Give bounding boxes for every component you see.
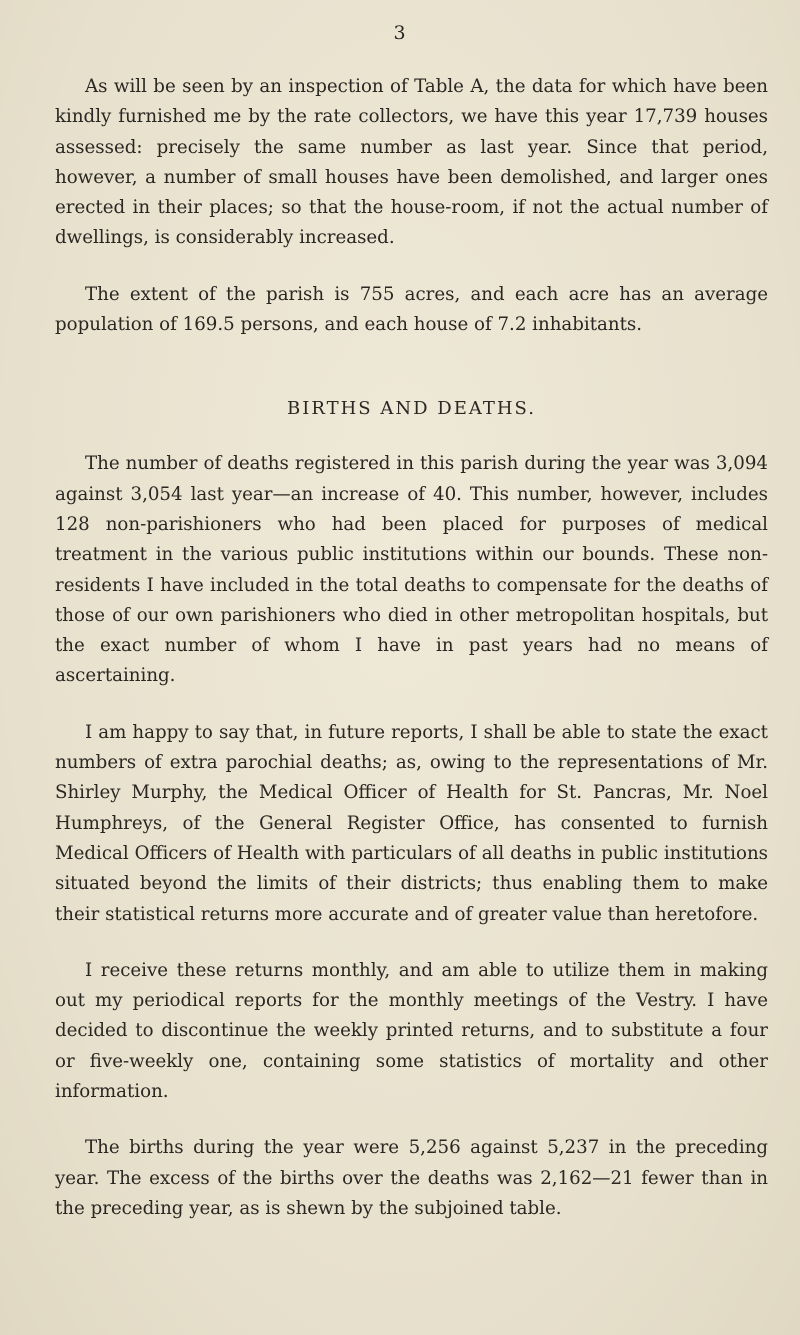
paragraph-monthly-returns: I receive these returns monthly, and am able to utilize them in making out my periodical reports for the monthly meetings of the Vestry. I have decided to discontinue the weekly printed returns, and to substitute a four or five-weekly one, containing some statistics of mortality and other information. bbox=[55, 959, 768, 1103]
paragraph-parish-extent: The extent of the parish is 755 acres, and each acre has an average population of 169.5 persons, and each house of 7.2 inhabitants. bbox=[55, 283, 768, 336]
paragraph-deaths-registered: The number of deaths registered in this parish during the year was 3,094 against 3,054 last year—an increase of 40. This number, however, includes 128 non-parishioners who had been placed for purposes of medical treatment in the various public institutions within our bounds. These non-residents I have included in the total deaths to compensate for the deaths of those of our own parishioners who died in other metropolitan hospitals, but the exact number of whom I have in past years had no means of ascertaining. bbox=[55, 453, 768, 687]
document-body bbox=[55, 72, 768, 1224]
paragraph-extra-parochial-deaths: I am happy to say that, in future reports, I shall be able to state the exact numbers of extra parochial deaths; as, owing to the representations of Mr. Shirley Murphy, the Medical Officer of Health for St. Pancras, Mr. Noel Humphreys, of the General Register Office, has consented to furnish Medical Officers of Health with particulars of all deaths in public institutions situated beyond the limits of their districts; thus enabling them to make their statistical returns more accurate and of greater value than heretofore. bbox=[55, 721, 768, 925]
section-heading: BIRTHS AND DEATHS. bbox=[287, 398, 536, 420]
paragraph-births: The births during the year were 5,256 against 5,237 in the preceding year. The excess of the births over the deaths was 2,162—21 fewer than in the preceding year, as is shewn by the subjoined table. bbox=[55, 1137, 768, 1219]
page-number: 3 bbox=[393, 22, 407, 44]
paragraph-houses-assessed: As will be seen by an inspection of Table A, the data for which have been kindly furnished me by the rate collectors, we have this year 17,739 houses assessed: precisely the same number as last year. Since that period, however, a number of small houses have been demolished, and larger ones erected in their places; so that the house-room, if not the actual number of dwellings, is considerably increased. bbox=[55, 76, 768, 249]
